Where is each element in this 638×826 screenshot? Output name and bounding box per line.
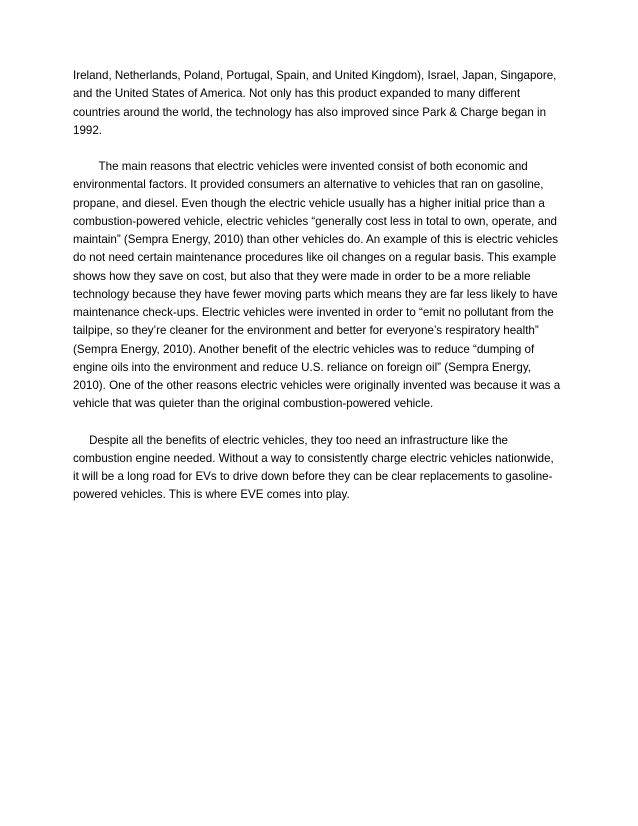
paragraph-1 bbox=[73, 67, 569, 140]
text-line: 2010). One of the other reasons electric vehicles were originally invented was because it was a bbox=[73, 379, 561, 392]
text-line: combustion-powered vehicle, electric vehicles “generally cost less in total to own, operate, and bbox=[73, 214, 557, 228]
paragraph-gap bbox=[73, 140, 569, 158]
text-line: propane, and diesel. Even though the electric vehicle usually has a higher initial price than a bbox=[73, 196, 545, 210]
text-line: maintain” (Sempra Energy, 2010) than other vehicles do. An example of this is electric vehicles bbox=[73, 233, 559, 246]
text-line: maintenance check-ups. Electric vehicles were invented in order to “emit no pollutant from the bbox=[73, 306, 554, 319]
text-line: tailpipe, so they’re cleaner for the environment and better for everyone’s respiratory health” bbox=[73, 324, 539, 338]
text-line: powered vehicles. This is where EVE comes into play. bbox=[73, 488, 350, 502]
text-line: 1992. bbox=[73, 123, 103, 137]
text-line: Ireland, Netherlands, Poland, Portugal, Spain, and United Kingdom), Israel, Japan, Singapore, bbox=[73, 69, 557, 82]
text-line: vehicle that was quieter than the original combustion-powered vehicle. bbox=[73, 397, 434, 411]
text-line: do not need certain maintenance procedures like oil changes on a regular basis. This example bbox=[73, 251, 557, 265]
text-line: and the United States of America. Not only has this product expanded to many different bbox=[73, 87, 521, 101]
text-line: engine oils into the environment and reduce U.S. reliance on foreign oil” (Sempra Energy, bbox=[73, 360, 531, 374]
paragraph-gap bbox=[73, 414, 569, 432]
paragraph-3 bbox=[73, 432, 569, 505]
text-line: Despite all the benefits of electric vehicles, they too need an infrastructure like the bbox=[73, 433, 508, 447]
text-line: countries around the world, the technology has also improved since Park & Charge began in bbox=[73, 105, 547, 119]
text-line: it will be a long road for EVs to drive down before they can be clear replacements to gasoline- bbox=[73, 470, 553, 483]
text-line: The main reasons that electric vehicles were invented consist of both economic and bbox=[73, 160, 528, 173]
document-body bbox=[73, 67, 569, 505]
text-line: environmental factors. It provided consumers an alternative to vehicles that ran on gasoline, bbox=[73, 178, 544, 192]
paragraph-2 bbox=[73, 158, 569, 414]
text-line: technology because they have fewer moving parts which means they are far less likely to have bbox=[73, 287, 558, 301]
text-line: combustion engine needed. Without a way to consistently charge electric vehicles nationwide, bbox=[73, 451, 554, 465]
text-line: shows how they save on cost, but also that they were made in order to be a more reliable bbox=[73, 269, 531, 283]
text-line: (Sempra Energy, 2010). Another benefit of the electric vehicles was to reduce “dumping of bbox=[73, 342, 535, 356]
